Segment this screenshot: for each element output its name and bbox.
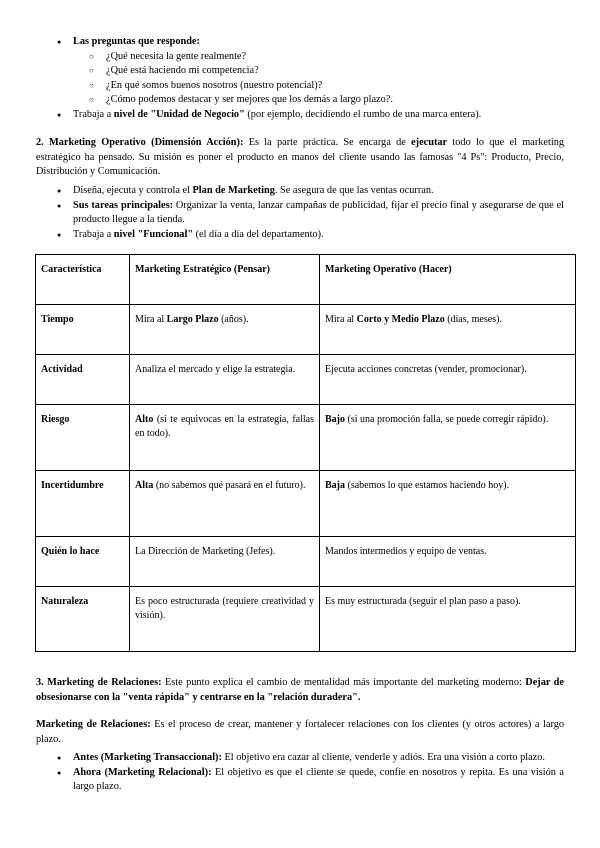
definition-paragraph: Marketing de Relaciones: Es el proceso de crear, mantener y fortalecer relaciones con los clientes (y otros actores) a largo plazo. <box>36 719 564 745</box>
strategic-cell: La Dirección de Marketing (Jefes). <box>130 537 320 587</box>
list-item: ● Ahora (Marketing Relacional): El objetivo es que el cliente se quede, confíe en nosotros y repita. Es una visión a largo plazo. <box>0 766 600 795</box>
question-item: ○ ¿Qué está haciendo mi competencia? <box>0 64 600 79</box>
strategic-cell: Es poco estructurada (requiere creatividad y visión). <box>130 587 320 652</box>
section3-heading: 3. Marketing de Relaciones: <box>36 677 162 688</box>
list-item: ● Trabaja a nivel de "Unidad de Negocio" (por ejemplo, decidiendo el rumbo de una marca entera). <box>0 108 600 123</box>
operative-cell: Baja (sabemos lo que estamos haciendo hoy). <box>320 471 576 537</box>
section2-bullet-list <box>0 184 600 242</box>
list-item: ● Trabaja a nivel "Funcional" (el día a día del departamento). <box>0 228 600 243</box>
list-item: ● Antes (Marketing Transaccional): El objetivo era cazar al cliente, venderle y adiós. Era una visión a corto plazo. <box>0 751 600 766</box>
table-row <box>36 537 576 587</box>
section3-paragraph: 3. Marketing de Relaciones: Este punto explica el cambio de mentalidad más importante del marketing moderno: Dejar de obsesionarse con la "venta rápida" y centrarse en la "relación duradera". <box>36 677 564 703</box>
list-item: ● Sus tareas principales: Organizar la venta, lanzar campañas de publicidad, fijar el precio final y asegurarse de que el producto llegue a la tienda. <box>0 199 600 228</box>
operative-cell: Es muy estructurada (seguir el plan paso a paso). <box>320 587 576 652</box>
table-header-cell: Característica <box>36 255 130 305</box>
strategic-cell: Analiza el mercado y elige la estrategia. <box>130 355 320 405</box>
table-row <box>36 587 576 652</box>
operative-cell: Ejecuta acciones concretas (vender, promocionar). <box>320 355 576 405</box>
comparison-table <box>35 254 576 652</box>
operative-cell: Mira al Corto y Medio Plazo (días, meses). <box>320 305 576 355</box>
top-bullet-list <box>0 35 600 122</box>
feature-cell: Naturaleza <box>36 587 130 652</box>
feature-cell: Actividad <box>36 355 130 405</box>
table-header-cell: Marketing Estratégico (Pensar) <box>130 255 320 305</box>
question-item: ○ ¿En qué somos buenos nosotros (nuestro potencial)? <box>0 79 600 94</box>
operative-cell: Bajo (si una promoción falla, se puede corregir rápido). <box>320 405 576 471</box>
list-item: ● Diseña, ejecuta y controla el Plan de Marketing. Se asegura de que las ventas ocurran. <box>0 184 600 199</box>
table-row <box>36 305 576 355</box>
feature-cell: Quién lo hace <box>36 537 130 587</box>
operative-cell: Mandos intermedios y equipo de ventas. <box>320 537 576 587</box>
strategic-cell: Alto (si te equivocas en la estrategia, fallas en todo). <box>130 405 320 471</box>
list-item: ● Las preguntas que responde: <box>0 35 600 50</box>
strategic-cell: Alta (no sabemos qué pasará en el futuro). <box>130 471 320 537</box>
table-header-row <box>36 255 576 305</box>
section3-bullet-list <box>0 751 600 795</box>
section2-paragraph: 2. Marketing Operativo (Dimensión Acción): Es la parte práctica. Se encarga de ejecutar todo lo que el marketing estratégico ha pensado. Su misión es poner el producto en manos del cliente usando las famosas "4 Ps": Producto, Precio, Distribución y Comunicación. <box>36 137 564 177</box>
table-row <box>36 471 576 537</box>
section2-heading: 2. Marketing Operativo (Dimensión Acción): <box>36 137 244 148</box>
feature-cell: Riesgo <box>36 405 130 471</box>
table-row <box>36 355 576 405</box>
table-row <box>36 405 576 471</box>
table-header-cell: Marketing Operativo (Hacer) <box>320 255 576 305</box>
question-item: ○ ¿Cómo podemos destacar y ser mejores que los demás a largo plazo?. <box>0 93 600 108</box>
question-item: ○ ¿Qué necesita la gente realmente? <box>0 50 600 65</box>
feature-cell: Tiempo <box>36 305 130 355</box>
feature-cell: Incertidumbre <box>36 471 130 537</box>
strategic-cell: Mira al Largo Plazo (años). <box>130 305 320 355</box>
